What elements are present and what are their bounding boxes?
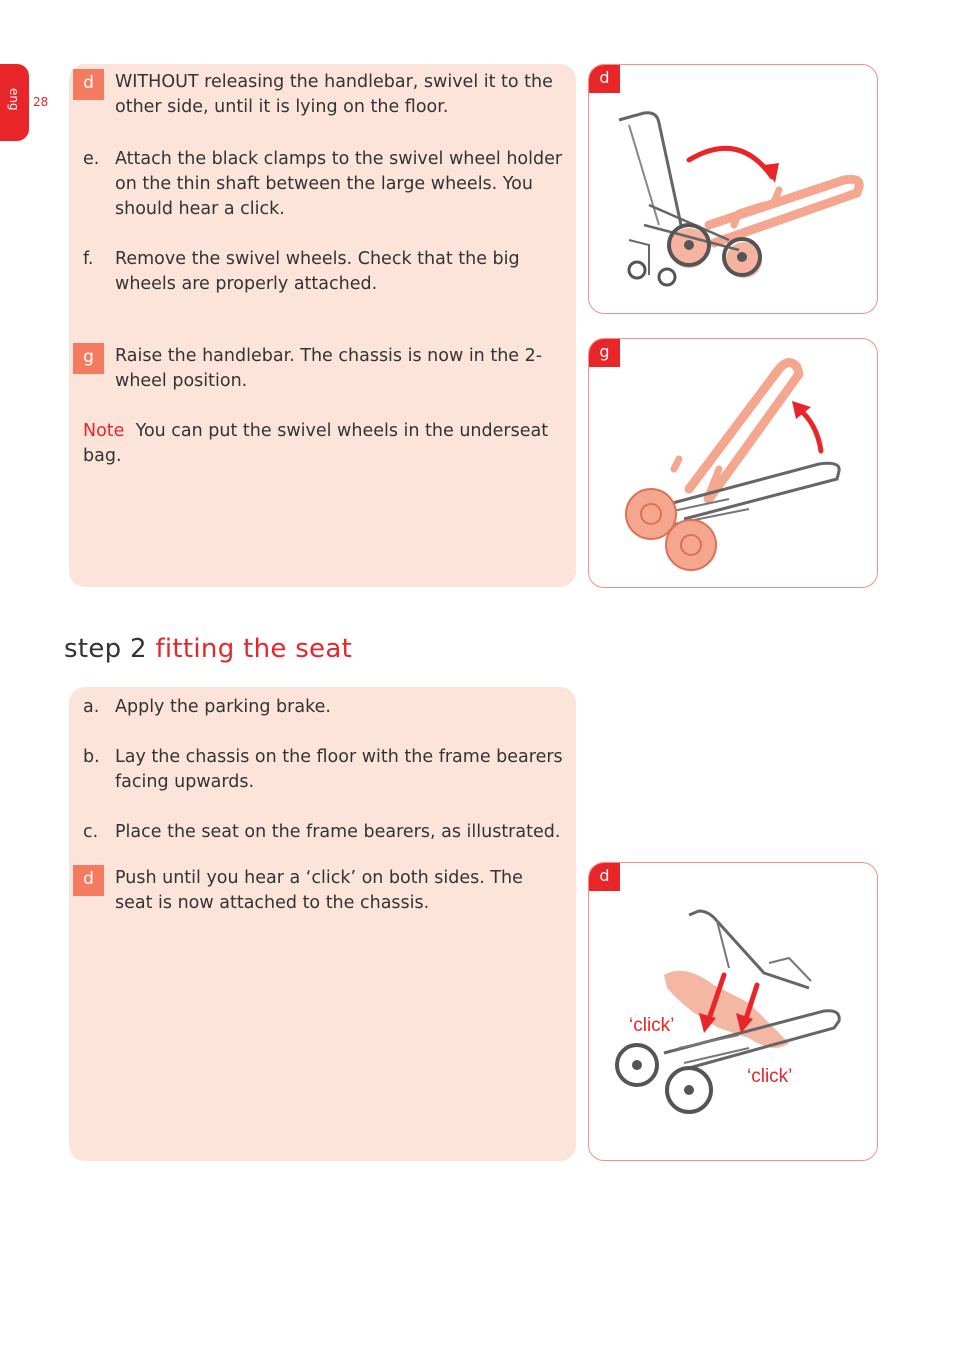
instruction-text: Push until you hear a ‘click’ on both sides. The seat is now attached to the chassis. — [115, 868, 523, 913]
stroller-raise-handlebar-illustration — [589, 339, 877, 587]
click-label-left: ‘click’ — [629, 1015, 675, 1036]
instruction-text: Raise the handlebar. The chassis is now in the 2-wheel position. — [115, 346, 543, 391]
stroller-swivel-handlebar-illustration — [589, 65, 877, 313]
step-badge: d — [73, 69, 104, 100]
instructions-panel-top — [69, 64, 576, 587]
instruction-text: Apply the parking brake. — [115, 697, 331, 717]
step-letter: e. — [83, 149, 100, 169]
note — [83, 419, 583, 469]
step-heading-accent: fitting the seat — [155, 634, 353, 664]
step-badge: g — [73, 343, 104, 374]
instruction-text: WITHOUT releasing the handlebar, swivel it to the other side, until it is lying on the floor. — [115, 72, 553, 117]
step-letter: f. — [83, 249, 94, 269]
figure-badge: d — [589, 863, 620, 891]
click-label-right: ‘click’ — [747, 1066, 793, 1087]
instruction-text: Attach the black clamps to the swivel wheel holder on the thin shaft between the large wheels. You should hear a click. — [115, 149, 563, 219]
step-badge: d — [73, 865, 104, 896]
instruction-text: Lay the chassis on the floor with the frame bearers facing upwards. — [115, 747, 563, 792]
instructions-panel-step2 — [69, 687, 576, 1161]
step-heading-prefix: step 2 — [64, 634, 147, 664]
instruction-text: Remove the swivel wheels. Check that the big wheels are properly attached. — [115, 249, 520, 294]
language-tab: eng — [0, 64, 29, 141]
step-letter: c. — [83, 822, 99, 842]
step-heading — [64, 634, 352, 664]
note-label: Note — [83, 421, 125, 441]
stroller-fit-seat-illustration — [589, 863, 877, 1160]
figure-d-bottom — [588, 862, 878, 1161]
note-text: You can put the swivel wheels in the underseat bag. — [83, 421, 549, 466]
figure-badge: d — [589, 65, 620, 93]
figure-d-top — [588, 64, 878, 314]
page-number: 28 — [33, 95, 49, 109]
step-letter: a. — [83, 697, 100, 717]
figure-badge: g — [589, 339, 620, 367]
figure-g — [588, 338, 878, 588]
step-letter: b. — [83, 747, 100, 767]
instruction-text: Place the seat on the frame bearers, as illustrated. — [115, 822, 561, 842]
